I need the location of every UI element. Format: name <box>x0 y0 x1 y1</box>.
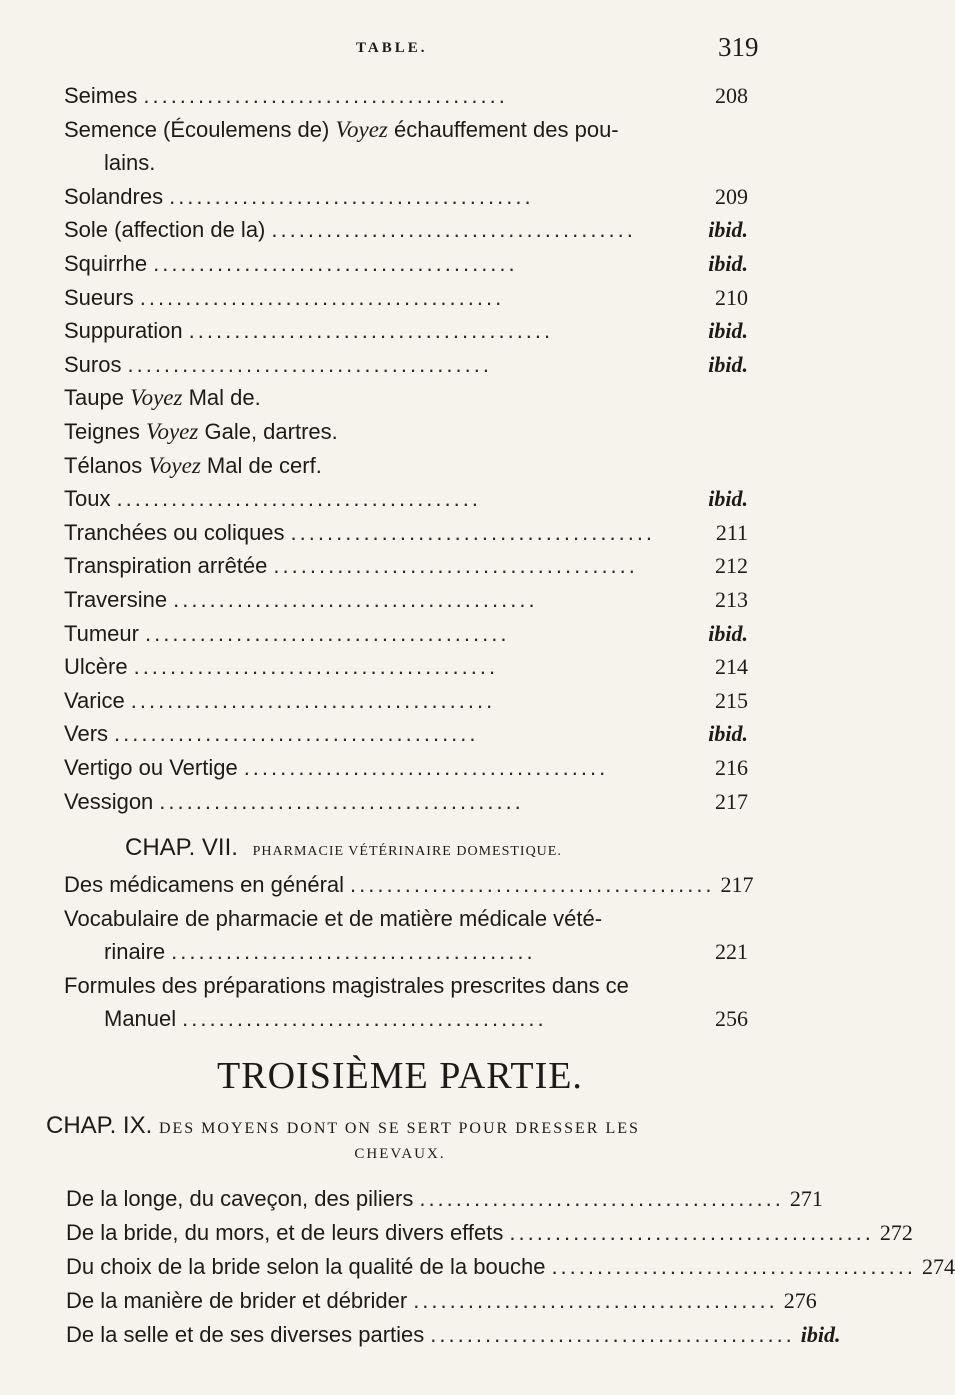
see-reference: Voyez <box>148 452 201 478</box>
entry-page: 221 <box>715 939 748 965</box>
entry-page: ibid. <box>708 251 748 276</box>
entry-label: Vessigon <box>64 788 154 814</box>
entry-page: ibid. <box>708 486 748 512</box>
entry-text-line: Vocabulaire de pharmacie et de matière médicale vété- <box>64 906 603 932</box>
leader-dots: ........................................ <box>173 587 538 612</box>
index-entry <box>66 1254 955 1291</box>
entry-label: Vertigo ou Vertige <box>64 755 238 780</box>
see-reference: Voyez <box>130 385 183 411</box>
entry-label: Tumeur <box>64 620 139 646</box>
page-number: 319 <box>718 32 759 62</box>
entry-label: De la manière de brider et débrider <box>66 1288 408 1314</box>
leader-dots: ........................................ <box>116 486 481 512</box>
entry-page: 213 <box>715 587 748 612</box>
entry-page: ibid. <box>708 217 748 243</box>
leader-dots: ........................................ <box>130 687 496 713</box>
part-title: TROISIÈME PARTIE. <box>217 1055 583 1098</box>
entry-page: 214 <box>715 654 748 680</box>
entry-label: Ulcère <box>64 654 128 680</box>
entry-label: Suros <box>64 351 122 377</box>
leader-dots: ........................................ <box>144 620 510 646</box>
entry-text-line: Formules des préparations magistrales prescrites dans ce <box>64 973 629 999</box>
entry-label: De la selle et de ses diverses parties <box>66 1322 425 1348</box>
entry-label: De la bride, du mors, et de leurs divers effets <box>66 1220 504 1246</box>
entry-label: rinaire <box>104 939 166 965</box>
leader-dots: ........................................ <box>159 788 524 814</box>
leader-dots: ........................................ <box>271 217 636 243</box>
entry-label: Vers <box>64 721 109 747</box>
leader-dots: ........................................ <box>188 318 554 344</box>
entry-page: ibid. <box>708 318 748 344</box>
leader-dots: ........................................ <box>182 1006 547 1032</box>
entry-label: Squirrhe <box>64 251 148 276</box>
entry-page: 215 <box>715 687 748 713</box>
entry-page: 276 <box>783 1288 817 1314</box>
leader-dots: ........................................ <box>350 872 715 898</box>
chapter-subtitle: DES MOYENS DONT ON SE SERT POUR DRESSER LES <box>158 1120 640 1138</box>
entry-label: Des médicamens en général <box>64 872 345 898</box>
entry-label: Solandres <box>64 183 164 209</box>
entry-page: 209 <box>715 183 748 209</box>
leader-dots: ........................................ <box>273 553 638 579</box>
entry-page: ibid. <box>708 351 748 377</box>
index-entry <box>66 1288 817 1325</box>
leader-dots: ........................................ <box>171 939 536 965</box>
entry-page: 274 <box>921 1254 955 1280</box>
entry-text: Mal de. <box>188 385 261 411</box>
leader-dots: ........................................ <box>139 284 505 310</box>
entry-label: Semence (Écoulemens de) <box>64 116 330 142</box>
entry-page: 216 <box>715 755 748 780</box>
entry-label: Transpiration arrêtée <box>64 553 268 579</box>
entry-page: ibid. <box>800 1322 841 1348</box>
leader-dots: ........................................ <box>509 1220 874 1246</box>
leader-dots: ........................................ <box>430 1322 795 1348</box>
entry-label: Teignes <box>64 419 140 444</box>
entry-label: Sole (affection de la) <box>64 217 266 243</box>
chapter-number: CHAP. IX. <box>46 1112 153 1140</box>
entry-page: 271 <box>789 1186 823 1212</box>
leader-dots: ........................................ <box>243 755 609 780</box>
entry-page: 217 <box>720 872 754 898</box>
entry-text: Gale, dartres. <box>204 419 338 444</box>
index-entry <box>66 1186 823 1223</box>
entry-label: Traversine <box>64 587 168 612</box>
entry-label: Du choix de la bride selon la qualité de la bouche <box>66 1254 546 1280</box>
entry-label: Seimes <box>64 83 138 108</box>
running-title: TABLE. <box>356 40 428 56</box>
entry-label: Toux <box>64 486 111 512</box>
leader-dots: ........................................ <box>290 519 656 545</box>
chapter-heading <box>46 1112 766 1140</box>
entry-label: Tranchées ou coliques <box>64 519 285 545</box>
leader-dots: ........................................ <box>143 83 508 108</box>
entry-label: Taupe <box>64 385 124 411</box>
entry-page: 211 <box>715 519 748 545</box>
entry-page: 210 <box>715 284 748 310</box>
entry-page: 217 <box>715 788 748 814</box>
entry-page: 208 <box>715 83 748 108</box>
chapter-subtitle-cont: CHEVAUX. <box>354 1146 446 1163</box>
entry-text: échauffement des pou- <box>393 116 619 142</box>
entry-label: Suppuration <box>64 318 183 344</box>
entry-page: 212 <box>715 553 748 579</box>
leader-dots: ........................................ <box>127 351 492 377</box>
index-entry <box>64 872 754 909</box>
see-reference: Voyez <box>335 116 388 142</box>
chapter-number: CHAP. VII. <box>125 834 238 862</box>
leader-dots: ........................................ <box>153 251 518 276</box>
leader-dots: ........................................ <box>133 654 499 680</box>
entry-page: 256 <box>715 1006 748 1032</box>
entry-page: 272 <box>879 1220 913 1246</box>
entry-page: ibid. <box>708 721 748 747</box>
leader-dots: ........................................ <box>419 1186 784 1212</box>
entry-label: Manuel <box>104 1006 177 1032</box>
entry-text: Mal de cerf. <box>206 452 322 478</box>
leader-dots: ........................................ <box>114 721 479 747</box>
chapter-subtitle: PHARMACIE VÉTÉRINAIRE DOMESTIQUE. <box>252 844 562 860</box>
index-entry <box>104 939 748 976</box>
entry-continuation: lains. <box>104 150 156 176</box>
entry-label: De la longe, du caveçon, des piliers <box>66 1186 414 1212</box>
index-entry <box>66 1322 841 1359</box>
entry-label: Télanos <box>64 452 143 478</box>
see-reference: Voyez <box>145 419 199 444</box>
leader-dots: ........................................ <box>169 183 534 209</box>
entry-label: Varice <box>64 687 125 713</box>
leader-dots: ........................................ <box>551 1254 916 1280</box>
index-entry <box>104 1006 748 1043</box>
leader-dots: ........................................ <box>413 1288 778 1314</box>
entry-label: Sueurs <box>64 284 134 310</box>
index-entry <box>66 1220 913 1257</box>
entry-page: ibid. <box>708 620 748 646</box>
